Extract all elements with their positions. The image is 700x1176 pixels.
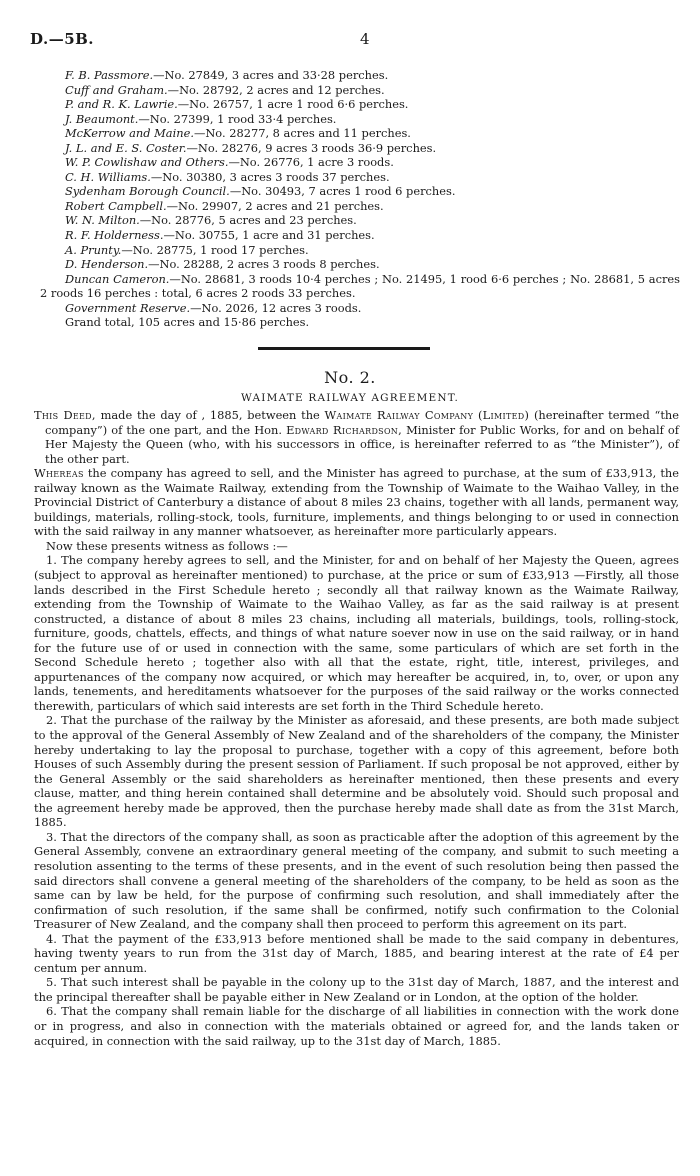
section-number: No. 2. [324,368,376,387]
clause-3: 3. That the directors of the company shall, as soon as practicable after the adoption of this agreement by the General Assembly, convene an extraordinary general meeting of the company, and submit to such meeting a resolution assenting to the terms of these presents, and in the event of such resolution being then passed the said directors shall convene a general meeting of the shareholders of the company, to be held as soon as the same can by law be held, for the purpose of confirming such resolution, and shall immediately after the confirmation of such resolution, if the same shall be confirmed, notify such confirmation to the Colonial Treasurer of New Zealand, and the company shall then proceed to perform this agreement on its part. [34,829,679,932]
list-item: Cuff and Graham.—No. 28792, 2 acres and 12 perches. [65,82,385,97]
list-item: Robert Campbell.—No. 29907, 2 acres and 21 perches. [65,198,384,213]
witness-line: Now these presents witness as follows :— [46,538,288,553]
list-item-government-reserve: Government Reserve.—No. 2026, 12 acres 3 roods. [65,300,362,315]
list-item-duncan-cameron: Duncan Cameron.—No. 28681, 3 roods 10·4 perches ; No. 21495, 1 rood 6·6 perches ; No. 28681, 5 acres 2 roods 16 perches : total, 6 acres 2 roods 33 perches. [40,271,680,301]
grand-total: Grand total, 105 acres and 15·86 perches. [65,315,310,330]
clause-6: 6. That the company shall remain liable for the discharge of all liabilities in connection with the work done or in progress, and also in connection with the materials obtained or agreed for, and the lands taken or acquired, in connection with the said railway, up to the 31st day of March, 1885. [34,1004,679,1048]
list-item: A. Prunty.—No. 28775, 1 rood 17 perches. [65,242,309,257]
list-item: C. H. Williams.—No. 30380, 3 acres 3 roods 37 perches. [65,169,390,184]
list-item: W. P. Cowlishaw and Others.—No. 26776, 1 acre 3 roods. [65,155,394,170]
section-divider [258,347,430,350]
clause-5: 5. That such interest shall be payable in the colony up to the 31st day of March, 1887, and the interest and the principal thereafter shall be payable either in New Zealand or in London, at the option of the holder. [34,975,679,1004]
list-item: R. F. Holderness.—No. 30755, 1 acre and 31 perches. [65,228,375,243]
whereas-paragraph: Whereas the company has agreed to sell, and the Minister has agreed to purchase, at the sum of £33,913, the railway known as the Waimate Railway, extending from the Township of Waimate to the Waihao Valley, in the Provincial District of Canterbury a distance of about 8 miles 23 chains, together with all lands, permanent way, buildings, materials, rolling-stock, tools, furniture, implements, and things belonging to or used in connection with the said railway in any manner whatsoever, as hereinafter more particularly appears. [34,466,679,539]
list-item: F. B. Passmore.—No. 27849, 3 acres and 33·28 perches. [65,68,389,82]
section-title: WAIMATE RAILWAY AGREEMENT. [241,392,459,404]
list-item: J. L. and E. S. Coster.—No. 28276, 9 acres 3 roods 36·9 perches. [65,140,437,155]
list-item: P. and R. K. Lawrie.—No. 26757, 1 acre 1 rood 6·6 perches. [65,97,409,112]
page-header [30,30,670,52]
deed-paragraph: This Deed, made the day of , 1885, between the Waimate Railway Company (Limited) (hereinafter termed “the company”) of the one part, and the Hon. Edward Richardson, Minister for Public Works, for and on behalf of Her Majesty the Queen (who, with his successors in office, is hereinafter referred to as “the Minister”), of the other part. [34,408,679,466]
list-item: W. N. Milton.—No. 28776, 5 acres and 23 perches. [65,213,357,228]
list-item: McKerrow and Maine.—No. 28277, 8 acres and 11 perches. [65,126,411,141]
list-item: D. Henderson.—No. 28288, 2 acres 3 roods 8 perches. [65,257,380,272]
agreement-body [34,408,679,1048]
list-item: J. Beaumont.—No. 27399, 1 rood 33·4 perches. [65,111,337,126]
land-entries-list [40,68,680,330]
document-reference: D.—5B. [30,30,95,48]
page-number: 4 [360,30,370,48]
clause-1: 1. The company hereby agrees to sell, and the Minister, for and on behalf of her Majesty the Queen, agrees (subject to approval as hereinafter mentioned) to purchase, at the price or sum of £33,913 —Firstly, all those lands described in the First Schedule hereto ; secondly all that railway known as the Waimate Railway, extending from the Township of Waimate to the Waihao Valley, as far as the said railway is at present constructed, a distance of about 8 miles 23 chains, including all materials, buildings, tools, rolling-stock, furniture, goods, chattels, effects, and things of what nature soever now in use on the said railway, or in hand for the future use of or used in connection with the same, some particulars of which are set forth in the Second Schedule hereto ; together also with all that the estate, right, title, interest, privileges, and appurtenances of the company now acquired, or which may hereafter be acquired, in, to, over, or upon any lands, tenements, and hereditaments whatsoever for the purposes of the said railway or the works connected therewith, particulars of which said interests are set forth in the Third Schedule hereto. [34,553,679,713]
list-item: Sydenham Borough Council.—No. 30493, 7 acres 1 rood 6 perches. [65,184,456,199]
clause-4: 4. That the payment of the £33,913 before mentioned shall be made to the said company in debentures, having twenty years to run from the 31st day of March, 1885, and bearing interest at the rate of £4 per centum per annum. [34,931,679,975]
clause-2: 2. That the purchase of the railway by the Minister as aforesaid, and these presents, are both made subject to the approval of the General Assembly of New Zealand and of the shareholders of the company, the Minister hereby undertaking to lay the proposal to purchase, together with a copy of this agreement, before both Houses of such Assembly during the present session of Parliament. If such proposal be not approved, either by the General Assembly or the said shareholders as hereinafter mentioned, then these presents and every clause, matter, and thing herein contained shall determine and be absolutely void. Should such proposal and the agreement hereby made be approved, then the purchase hereby made shall date as from the 31st March, 1885. [34,713,679,830]
